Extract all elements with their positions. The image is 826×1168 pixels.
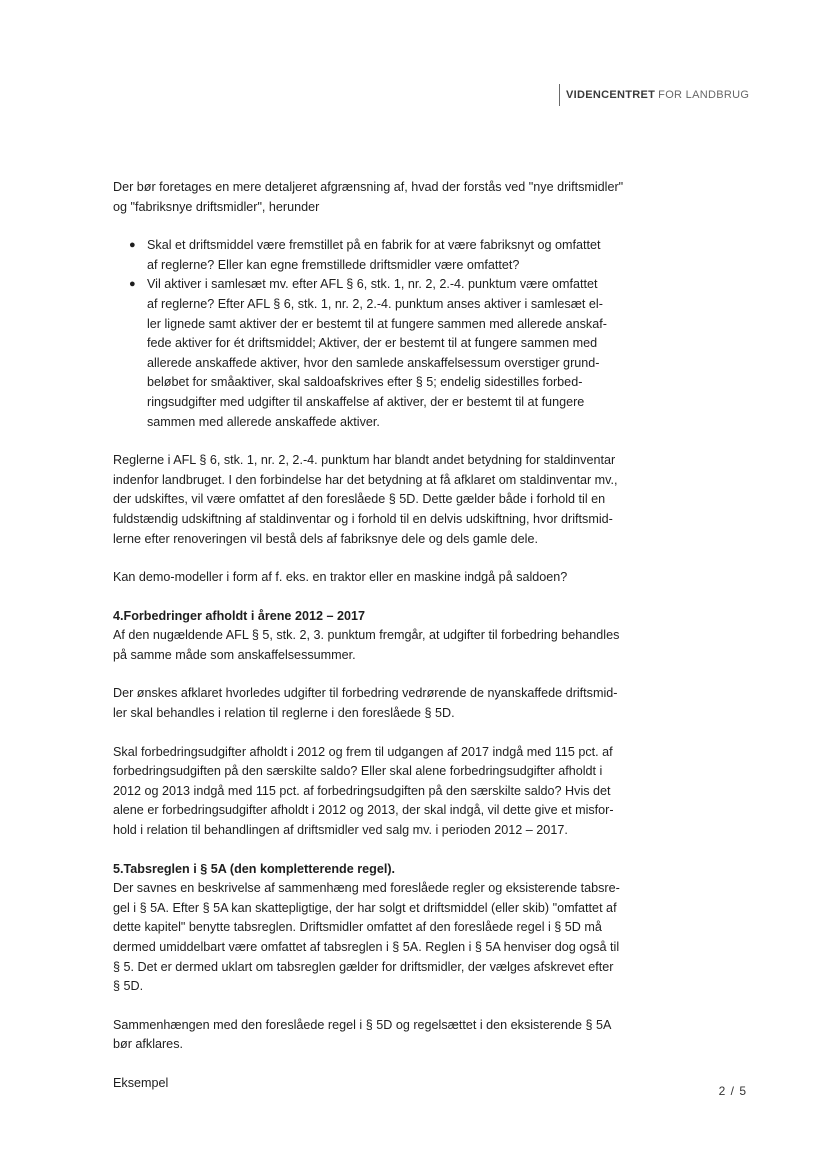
list-item-text: Vil aktiver i samlesæt mv. efter AFL § 6, stk. 1, nr. 2, 2.-4. punktum være omfattet af reglerne? Efter AFL § 6, stk. 1, nr. 2, 2.-4. punktum anses aktiver i samlesæt el- ler lignede samt aktiver der er bestemt til at fungere sammen med allerede anskaf- fede aktiver for ét driftsmiddel; Aktiver, der er bestemt til at fungere sammen med allerede anskaffede aktiver, hvor den samlede anskaffelsessum overstiger grund- beløbet for småaktiver, skal saldoafskrives efter § 5; endelig sidestilles forbed- ringsudgifter med udgifter til anskaffelse af aktiver, der er bestemt til at fungere sammen med allerede anskaffede aktiver. <box>147 277 607 429</box>
section-4-paragraph-2: Der ønskes afklaret hvorledes udgifter til forbedring vedrørende de nyanskaffede driftsmid- ler skal behandles i relation til reglerne i den foreslåede § 5D. <box>113 686 618 721</box>
list-item <box>113 236 673 275</box>
paragraph-staldinventar: Reglerne i AFL § 6, stk. 1, nr. 2, 2.-4. punktum har blandt andet betydning for staldinventar indenfor landbruget. I den forbindelse har det betydning at få afklaret om staldinventar mv., der udskiftes, vil være omfattet af den foreslåede § 5D. Dette gælder både i forhold til en fuldstændig udskiftning af staldinventar og i forhold til en delvis udskiftning, hvor driftsmid- lerne efter renoveringen vil bestå dels af fabriksnye dele og dels gamle dele. <box>113 453 618 546</box>
bullet-list <box>113 236 673 432</box>
document-body <box>113 178 673 1094</box>
bullet-icon: ● <box>129 239 136 252</box>
list-item <box>113 275 673 432</box>
section-5-paragraph-3: Eksempel <box>113 1075 169 1090</box>
bullet-icon: ● <box>129 278 136 291</box>
section-5-paragraph-2: Sammenhængen med den foreslåede regel i § 5D og regelsættet i den eksisterende § 5A bør afklares. <box>113 1017 612 1052</box>
section-5-heading: 5.Tabsreglen i § 5A (den kompletterende regel). <box>113 861 396 876</box>
section-4-paragraph-1: Af den nugældende AFL § 5, stk. 2, 3. punktum fremgår, at udgifter til forbedring behandles på samme måde som anskaffelsessummer. <box>113 628 620 662</box>
intro-paragraph: Der bør foretages en mere detaljeret afgrænsning af, hvad der forstås ved "nye driftsmidler" og "fabriksnye driftsmidler", herunder <box>113 180 624 214</box>
section-4-paragraph-3: Skal forbedringsudgifter afholdt i 2012 og frem til udgangen af 2017 indgå med 115 pct. af forbedringsudgiften på den særskilte saldo? Eller skal alene forbedringsudgifter afholdt i 2012 og 2013 indgå med 115 pct. af forbedringsudgiften på den særskilte saldo? Hvis det alene er forbedringsudgifter afholdt i 2012 og 2013, der skal indgå, vil dette give et misfor- hold i relation til behandlingen af driftsmidler ved salg mv. i perioden 2012 – 2017. <box>113 744 614 838</box>
page-number: 2 / 5 <box>718 1084 747 1098</box>
paragraph-demo-modeller: Kan demo-modeller i form af f. eks. en traktor eller en maskine indgå på saldoen? <box>113 570 568 585</box>
list-item-text: Skal et driftsmiddel være fremstillet på en fabrik for at være fabriksnyt og omfattet af reglerne? Eller kan egne fremstillede driftsmidler være omfattet? <box>147 238 601 272</box>
section-5-paragraph-1: Der savnes en beskrivelse af sammenhæng med foreslåede regler og eksisterende tabsre- gel i § 5A. Efter § 5A kan skattepligtige, der har solgt et driftsmiddel (eller skib) "omfattet af dette kapitel" benytte tabsreglen. Driftsmidler omfattet af den foreslåede regel i § 5D må dermed umiddelbart være omfattet af tabsreglen i § 5A. Reglen i § 5A henviser dog også til § 5. Det er dermed uklart om tabsreglen gælder for driftsmidler, der vælges afskrevet efter § 5D. <box>113 881 620 994</box>
letterhead-org-bold: VIDENCENTRET <box>566 89 656 101</box>
letterhead-org-rest: FOR LANDBRUG <box>658 89 750 101</box>
letterhead <box>559 84 749 106</box>
section-4-heading: 4.Forbedringer afholdt i årene 2012 – 2017 <box>113 608 365 623</box>
